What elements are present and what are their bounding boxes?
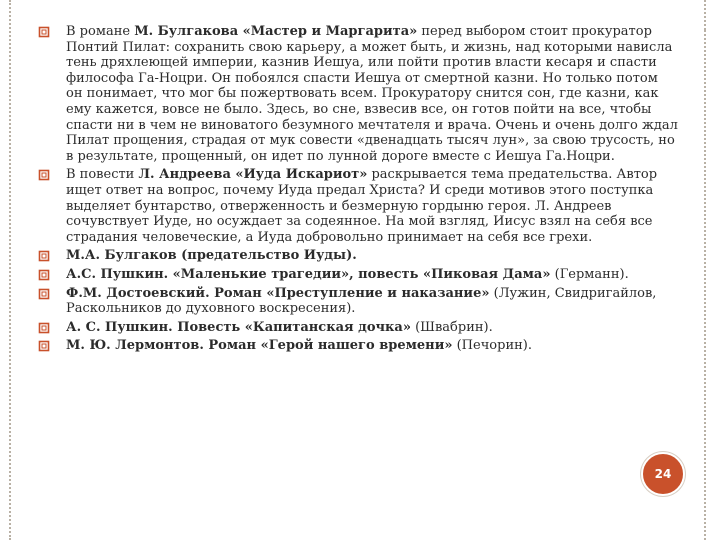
bullet-post-text: перед выбором стоит прокуратор Понтий Пилат: сохранить свою карьеру, а может быть, и жизнь, над которыми нависла тень дряхлеющей империи, казнив Иешуа, или пойти против власти кесаря и спасти философа Га-Ноцри. Он побоялся спасти Иешуа от смертной казни. Но только потом он понимает, что мог бы пожертвовать всем. Прокуратору снится сон, где казни, как ему кажется, вовсе не было. Здесь, во сне, взвесив все, он готов пойти на все, чтобы спасти ни в чем не виноватого безумного мечтателя и врача. Очень и очень долго ждал Пилат прощения, страдая от мук совести «двенадцать тысяч лун», за свою трусость, но в результате, прощенный, он идет по лунной дороге вместе с Иешуа Га.Ноцри. xyxy=(66,24,678,164)
bullet-item xyxy=(38,320,678,336)
page-number: 24 xyxy=(654,467,672,481)
bullet-post-text: (Швабрин). xyxy=(410,319,493,335)
bullet-pre-text: В повести xyxy=(66,167,139,183)
bullet-bold-text: М. Булгакова «Мастер и Маргарита» xyxy=(134,24,418,39)
left-dotted-border xyxy=(9,0,11,540)
bullet-item xyxy=(38,248,678,264)
bullet-bold-text: А.С. Пушкин. «Маленькие трагедии», повесть «Пиковая Дама» xyxy=(66,266,551,282)
bullet-bold-text: А. С. Пушкин. Повесть «Капитанская дочка» xyxy=(66,319,411,335)
bullet-bold-text: М. Ю. Лермонтов. Роман «Герой нашего времени» xyxy=(66,338,453,354)
bullet-item xyxy=(38,24,678,164)
bullet-bold-text: Ф.М. Достоевский. Роман «Преступление и наказание» xyxy=(66,285,490,301)
hollow-square-bullet-icon xyxy=(38,340,50,352)
bullet-item xyxy=(38,267,678,283)
slide-content xyxy=(38,24,678,357)
bullet-bold-text: Л. Андреева «Иуда Искариот» xyxy=(138,167,368,183)
bullet-item xyxy=(38,338,678,354)
page-number-badge xyxy=(641,452,685,496)
hollow-square-bullet-icon xyxy=(38,250,50,262)
bullet-list xyxy=(38,24,678,354)
hollow-square-bullet-icon xyxy=(38,169,50,181)
bullet-item xyxy=(38,167,678,245)
right-dotted-border xyxy=(704,30,706,540)
bullet-bold-text: М.А. Булгаков (предательство Иуды). xyxy=(66,248,357,264)
bullet-post-text: (Лужин, Свидригайлов, Раскольников до духовного воскресения). xyxy=(66,285,657,317)
bullet-item xyxy=(38,286,678,317)
top-right-dotted-border xyxy=(704,0,706,30)
bullet-pre-text: В романе xyxy=(66,24,135,39)
bullet-post-text: (Печорин). xyxy=(452,338,532,354)
hollow-square-bullet-icon xyxy=(38,288,50,300)
bullet-post-text: (Германн). xyxy=(550,266,629,282)
bullet-post-text: раскрывается тема предательства. Автор ищет ответ на вопрос, почему Иуда предал Христа? И среди мотивов этого поступка выделяет бунтарство, отверженность и безмерную гордыню героя. Л. Андреев сочувствует Иуде, но осуждает за содеянное. На мой взгляд, Иисус взял на себя все страдания человеческие, а Иуда добровольно принимает на себя все грехи. xyxy=(66,167,658,245)
hollow-square-bullet-icon xyxy=(38,269,50,281)
hollow-square-bullet-icon xyxy=(38,26,50,38)
hollow-square-bullet-icon xyxy=(38,322,50,334)
